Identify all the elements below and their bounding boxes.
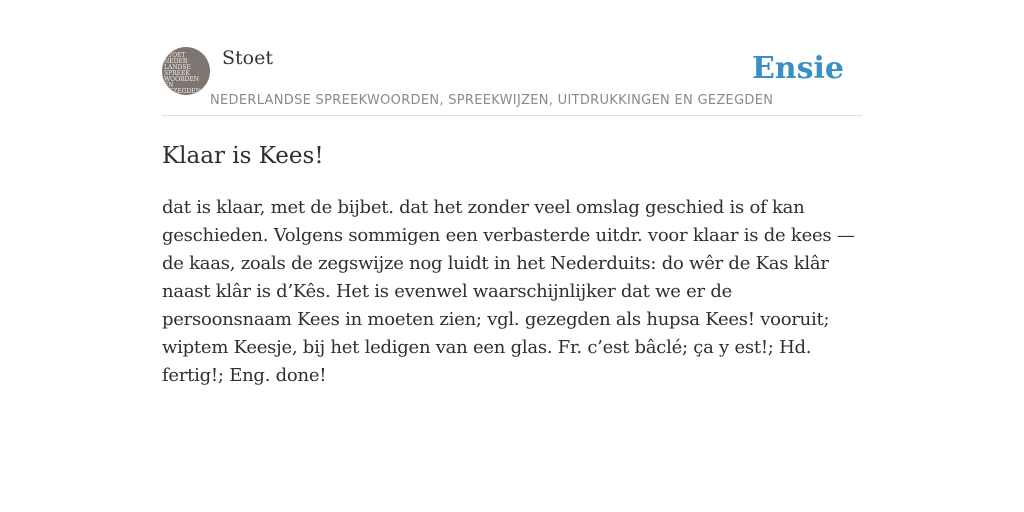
- source-header: [162, 46, 862, 116]
- source-subtitle[interactable]: NEDERLANDSE SPREEKWOORDEN, SPREEKWIJZEN, UITDRUKKINGEN EN GEZEGDEN: [210, 93, 774, 108]
- avatar-cover-text: STOET NEDER LANDSE SPREEK WOORDEN EN GEZEGDEN: [164, 52, 201, 95]
- brand-logo[interactable]: Ensie: [751, 51, 844, 86]
- article-container: [162, 46, 862, 390]
- source-author[interactable]: Stoet: [222, 47, 273, 69]
- entry-title: Klaar is Kees!: [162, 143, 324, 169]
- source-avatar[interactable]: [162, 47, 210, 95]
- entry-body: dat is klaar, met de bijbet. dat het zonder veel omslag geschied is of kan geschieden. Volgens sommigen een verbasterde uitdr. voor klaar is de kees — de kaas, zoals de zegswijze nog luidt in het Nederduits: do wêr de Kas klâr naast klâr is d’Kês. Het is evenwel waarschijnlijker dat we er de persoonsnaam Kees in moeten zien; vgl. gezegden als hupsa Kees! vooruit; wiptem Keesje, bij het ledigen van een glas. Fr. c’est bâclé; ça y est!; Hd. fertig!; Eng. done!: [162, 197, 855, 386]
